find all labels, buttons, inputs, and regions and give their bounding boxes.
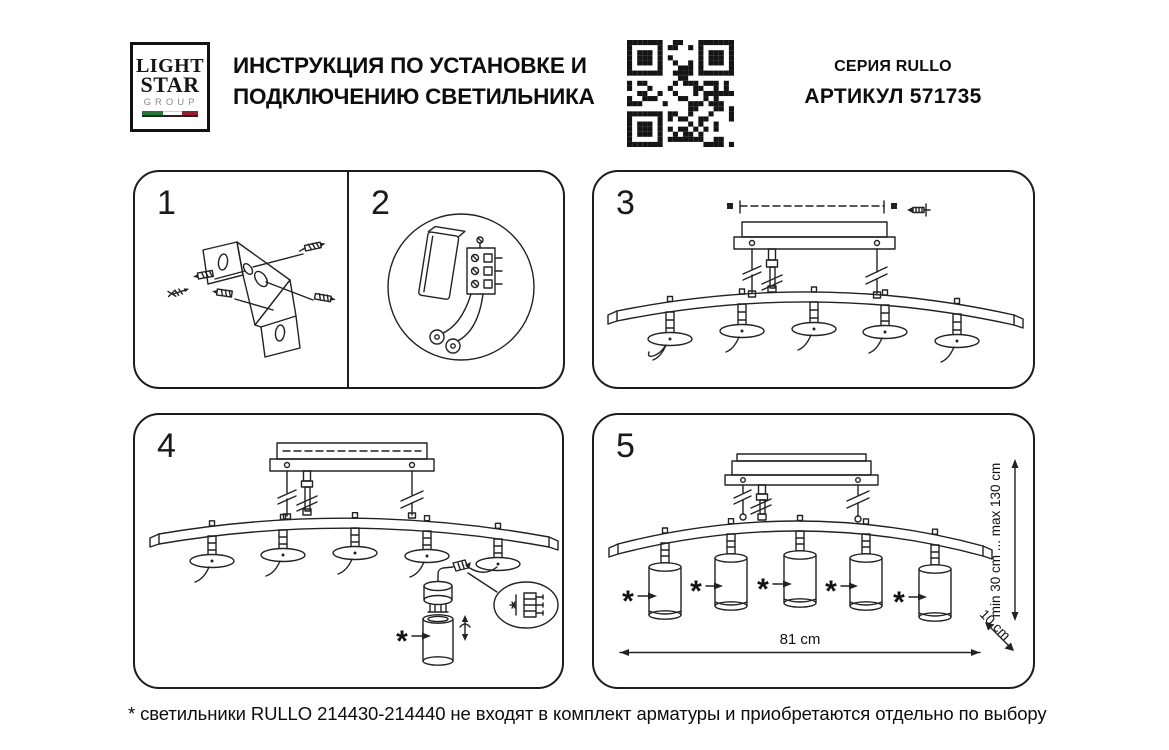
lightstar-logo <box>130 42 210 132</box>
footnote: * светильники RULLO 214430-214440 не входят в комплект арматуры и приобретаются отдельно по выбору <box>128 703 1047 724</box>
page-title <box>233 50 595 112</box>
rotate-insert-icon <box>460 615 470 641</box>
step5-number: 5 <box>616 427 635 465</box>
magnifier-detail-circle <box>494 582 558 628</box>
flag-green <box>142 111 163 115</box>
dowel-anchor-icon <box>266 282 336 303</box>
panel-step4 <box>133 413 564 689</box>
asterisk-mark: * <box>893 586 905 619</box>
flag-red <box>182 111 198 115</box>
step1-number: 1 <box>157 184 176 222</box>
asterisk-mark: * <box>757 573 769 606</box>
series-label: СЕРИЯ RULLO <box>834 58 952 75</box>
terminal-block-icon <box>467 237 502 294</box>
asterisk-mark: * <box>396 625 408 658</box>
depth-dimension-label: 10 cm <box>976 606 1014 644</box>
product-id-block <box>778 58 1008 109</box>
screw-icon <box>167 285 190 298</box>
wiring-detail-diagram <box>349 172 567 387</box>
logo-group: GROUP <box>143 97 199 108</box>
lamp-assembly-diagram <box>135 415 562 687</box>
article-label: АРТИКУЛ 571735 <box>804 85 982 108</box>
italian-flag-stripe <box>142 111 198 117</box>
step2-number: 2 <box>371 184 390 222</box>
asterisk-mark: * <box>690 575 702 608</box>
logo-light: LIGHT <box>135 55 205 77</box>
width-dimension-label: 81 cm <box>779 631 821 648</box>
asterisk-mark: * <box>622 585 634 618</box>
panel-step1-step2 <box>133 170 565 389</box>
page-title-line2: ПОДКЛЮЧЕНИЮ СВЕТИЛЬНИКА <box>233 84 595 109</box>
screw-icon <box>907 204 930 216</box>
bracket-mounting-diagram <box>135 172 347 387</box>
canopy-rail-diagram <box>594 172 1033 387</box>
dowel-anchor-icon <box>193 270 245 279</box>
panel-step5 <box>592 413 1035 689</box>
complete-fixture-diagram <box>594 415 1033 687</box>
asterisk-mark: * <box>825 575 837 608</box>
qr-code <box>627 40 734 147</box>
panel-step3 <box>592 170 1035 389</box>
dowel-anchor-icon <box>253 241 326 267</box>
dowel-anchor-icon <box>212 288 273 310</box>
logo-star: STAR <box>140 72 200 97</box>
page-title-line1: ИНСТРУКЦИЯ ПО УСТАНОВКЕ И <box>233 53 587 78</box>
step4-number: 4 <box>157 427 176 465</box>
height-dimension-label: min 30 cm ... max 130 cm <box>988 462 1003 618</box>
flag-white <box>163 111 182 115</box>
step3-number: 3 <box>616 184 635 222</box>
